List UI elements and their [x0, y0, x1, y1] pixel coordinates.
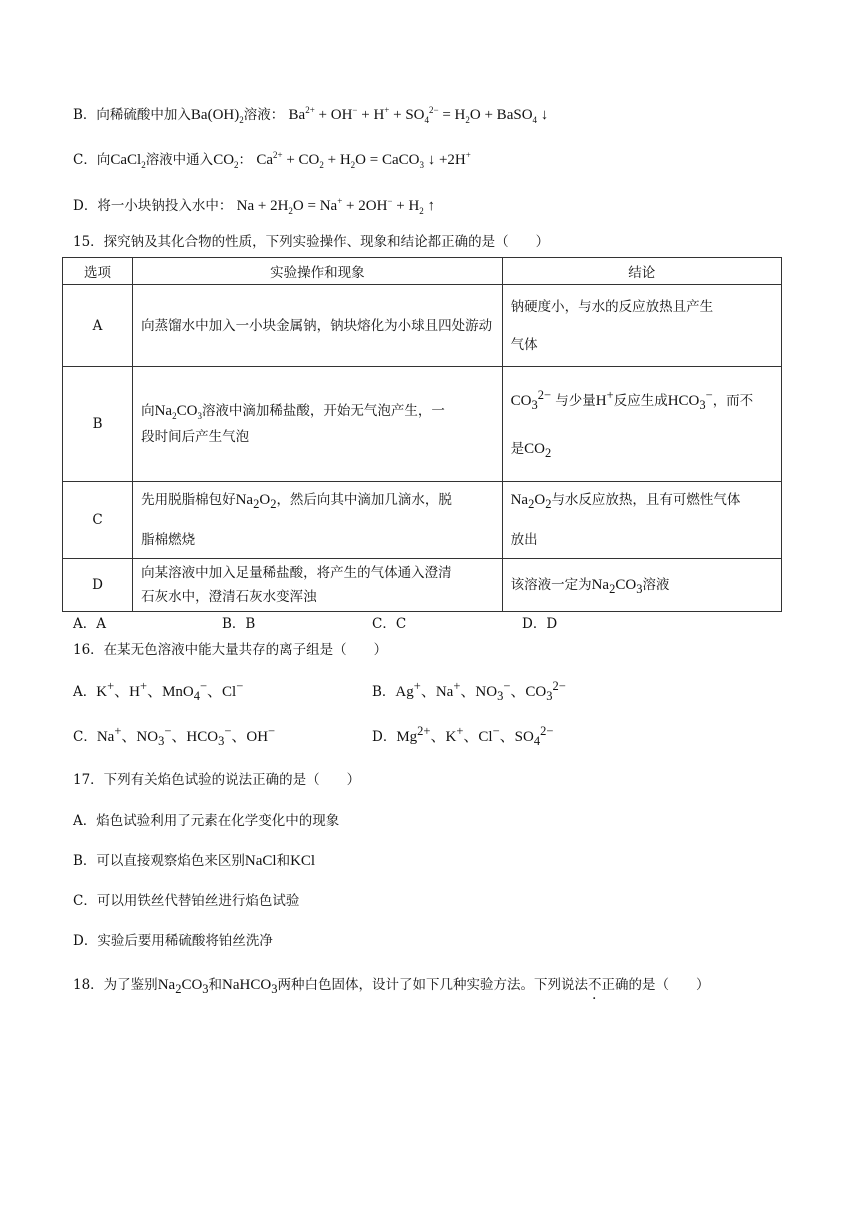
q16-option-c: C．Na+、$NO_3^-$、$HCO_3^-$、OH− [73, 724, 276, 748]
row-operation: 向蒸馏水中加入一小块金属钠，钠块熔化为小球且四处游动 [133, 285, 503, 367]
q16-option-d: D．$Mg^{2+}$、K+、Cl−、$SO_4^{2-}$ [372, 724, 554, 748]
option-d-equation: D．将一小块钠投入水中： $Na + 2H_2O = Na^+ + 2OH^- + H_2$ ↑ [73, 196, 436, 216]
emphasis-dots: 不正确 [587, 977, 629, 993]
question-15-stem: 15．探究钠及其化合物的性质，下列实验操作、现象和结论都正确的是（ ） [73, 234, 550, 250]
answer-d: D．D [522, 616, 558, 632]
table-row [63, 482, 782, 559]
row-conclusion: 该溶液一定为$Na_2CO_3$溶液 [502, 559, 781, 612]
table-row [63, 367, 782, 482]
row-conclusion: $Na_2O_2$与水反应放热，且有可燃性气体 放出 [502, 482, 781, 559]
question-18-stem: 18．为了鉴别$Na_2CO_3$和NaHCO$_3$两种白色固体，设计了如下几种实验方法。下列说法不正确的是（ ） [73, 977, 710, 996]
header-option: 选项 [63, 258, 133, 285]
question-17-stem: 17．下列有关焰色试验的说法正确的是（ ） [73, 772, 361, 788]
row-operation: 先用脱脂棉包好$Na_2O_2$，然后向其中滴加几滴水，脱 脂棉燃烧 [133, 482, 503, 559]
header-conclusion: 结论 [502, 258, 781, 285]
row-option: D [63, 559, 133, 612]
option-c-equation: C．向CaCl$_2$溶液中通入$CO_2$： $Ca^{2+} + CO_2 + H_2O$ = CaCO$_3$ ↓ +2H+ [73, 150, 471, 170]
table-row [63, 559, 782, 612]
row-conclusion: $CO_3^{2-}$ 与少量H+反应生成$HCO_3^-$，而不 是$CO_2$ [502, 367, 781, 482]
row-conclusion: 钠硬度小，与水的反应放热且产生 气体 [502, 285, 781, 367]
header-operation: 实验操作和现象 [133, 258, 503, 285]
question-16-stem: 16．在某无色溶液中能大量共存的离子组是（ ） [73, 642, 388, 658]
table-row [63, 285, 782, 367]
q17-option-c: C．可以用铁丝代替铂丝进行焰色试验 [73, 893, 300, 909]
answer-c: C．C [372, 616, 407, 632]
answer-a: A．A [73, 616, 106, 632]
answer-b: B．B [222, 616, 256, 632]
row-option: B [63, 367, 133, 482]
table-header-row [63, 258, 782, 285]
q17-option-a: A．焰色试验利用了元素在化学变化中的现象 [73, 813, 340, 829]
row-option: C [63, 482, 133, 559]
row-operation: 向某溶液中加入足量稀盐酸，将产生的气体通入澄清 石灰水中，澄清石灰水变浑浊 [133, 559, 503, 612]
q17-option-d: D．实验后要用稀硫酸将铂丝洗净 [73, 933, 273, 949]
option-b-equation: B．向稀硫酸中加入$Ba(OH)_2$溶液： $Ba^{2+} + OH^- + H^+ + SO_4^{2-} = H_2O$ + BaSO$_4$ ↓ [73, 105, 549, 125]
q16-option-b: B．Ag+、Na+、$NO_3^-$、$CO_3^{2-}$ [372, 679, 566, 703]
q17-option-b: B．可以直接观察焰色来区别NaCl和KCl [73, 853, 316, 869]
experiment-table [62, 257, 782, 612]
q16-option-a: A．K+、H+、MnO$_4$−、Cl− [73, 679, 244, 703]
row-operation: 向$Na_2CO_3$溶液中滴加稀盐酸，开始无气泡产生，一 段时间后产生气泡 [133, 367, 503, 482]
row-option: A [63, 285, 133, 367]
